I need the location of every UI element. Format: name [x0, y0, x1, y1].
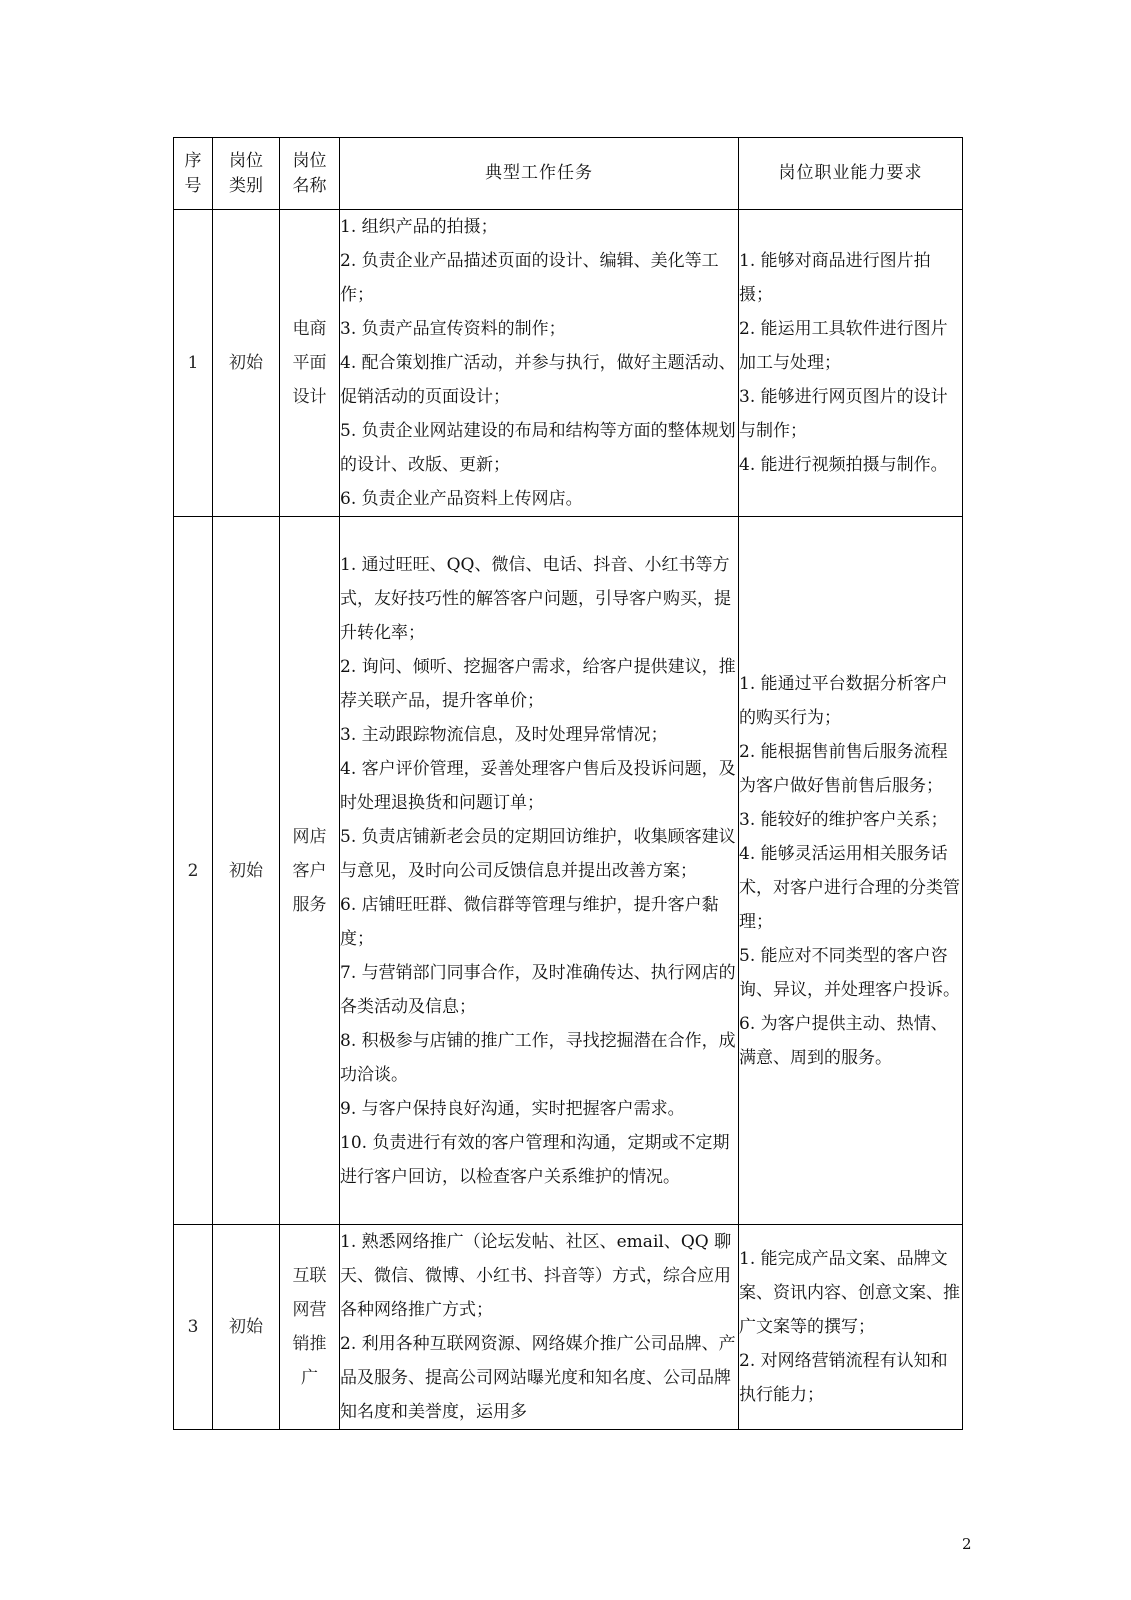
header-tasks: 典型工作任务	[340, 138, 739, 210]
task-item: 3. 主动跟踪物流信息，及时处理异常情况；	[340, 724, 668, 745]
row-category: 初始	[213, 517, 280, 1225]
task-item: 4. 配合策划推广活动，并参与执行，做好主题活动、促销活动的页面设计；	[340, 353, 736, 407]
task-item: 1. 组织产品的拍摄；	[340, 217, 498, 237]
row-tasks	[340, 517, 739, 1225]
task-item: 8. 积极参与店铺的推广工作，寻找挖掘潜在合作，成功洽谈。	[340, 1030, 736, 1085]
requirement-item: 3. 能够进行网页图片的设计与制作；	[739, 387, 948, 441]
header-name: 岗位 名称	[280, 138, 340, 210]
table-row	[174, 1225, 963, 1430]
task-item: 2. 询问、倾听、挖掘客户需求，给客户提供建议，推荐关联产品，提升客单价；	[340, 656, 736, 711]
requirement-item: 5. 能应对不同类型的客户咨询、异议，并处理客户投诉。	[739, 945, 960, 1000]
requirement-item: 3. 能较好的维护客户关系；	[739, 809, 948, 830]
task-item: 5. 负责店铺新老会员的定期回访维护，收集顾客建议与意见，及时向公司反馈信息并提出改善方案；	[340, 826, 736, 881]
header-requirements: 岗位职业能力要求	[739, 138, 963, 210]
table-row	[174, 210, 963, 517]
requirement-item: 1. 能通过平台数据分析客户的购买行为；	[739, 673, 948, 728]
row-index: 2	[174, 517, 213, 1225]
task-item: 1. 熟悉网络推广（论坛发帖、社区、email、QQ 聊天、微信、微博、小红书、抖音等）方式，综合应用各种网络推广方式；	[340, 1232, 732, 1320]
requirement-item: 2. 能运用工具软件进行图片加工与处理；	[739, 319, 948, 373]
task-item: 4. 客户评价管理，妥善处理客户售后及投诉问题，及时处理退换货和问题订单；	[340, 758, 736, 813]
row-tasks	[340, 1225, 739, 1430]
header-category: 岗位 类别	[213, 138, 280, 210]
row-requirements	[739, 1225, 963, 1430]
requirement-item: 1. 能完成产品文案、品牌文案、资讯内容、创意文案、推广文案等的撰写；	[739, 1249, 960, 1337]
task-item: 9. 与客户保持良好沟通，实时把握客户需求。	[340, 1098, 685, 1119]
header-row	[174, 138, 963, 210]
row-category: 初始	[213, 210, 280, 517]
row-job-name: 互联 网营 销推 广	[280, 1225, 340, 1430]
row-category: 初始	[213, 1225, 280, 1430]
job-table	[173, 137, 963, 1430]
task-item: 2. 负责企业产品描述页面的设计、编辑、美化等工作；	[340, 251, 719, 305]
requirement-item: 1. 能够对商品进行图片拍摄；	[739, 251, 931, 305]
requirement-item: 4. 能够灵活运用相关服务话术，对客户进行合理的分类管理；	[739, 843, 960, 932]
task-item: 7. 与营销部门同事合作，及时准确传达、执行网店的各类活动及信息；	[340, 962, 736, 1017]
row-job-name: 电商 平面 设计	[280, 210, 340, 517]
task-item: 3. 负责产品宣传资料的制作；	[340, 319, 566, 339]
row-index: 1	[174, 210, 213, 517]
task-item: 6. 店铺旺旺群、微信群等管理与维护，提升客户黏度；	[340, 894, 719, 949]
row-index: 3	[174, 1225, 213, 1430]
requirement-item: 4. 能进行视频拍摄与制作。	[739, 455, 948, 475]
row-job-name: 网店 客户 服务	[280, 517, 340, 1225]
requirement-item: 2. 能根据售前售后服务流程为客户做好售前售后服务；	[739, 741, 948, 796]
table-row	[174, 517, 963, 1225]
row-tasks	[340, 210, 739, 517]
page-number: 2	[962, 1535, 972, 1553]
row-requirements	[739, 517, 963, 1225]
task-item: 6. 负责企业产品资料上传网店。	[340, 489, 583, 509]
row-requirements	[739, 210, 963, 517]
task-item: 1. 通过旺旺、QQ、微信、电话、抖音、小红书等方式，友好技巧性的解答客户问题，引导客户购买，提升转化率；	[340, 554, 731, 643]
requirement-item: 6. 为客户提供主动、热情、满意、周到的服务。	[739, 1013, 948, 1068]
task-item: 10. 负责进行有效的客户管理和沟通，定期或不定期进行客户回访，以检查客户关系维护的情况。	[340, 1132, 730, 1187]
task-item: 5. 负责企业网站建设的布局和结构等方面的整体规划的设计、改版、更新；	[340, 421, 736, 475]
requirement-item: 2. 对网络营销流程有认知和执行能力；	[739, 1351, 948, 1405]
task-item: 2. 利用各种互联网资源、网络媒介推广公司品牌、产品及服务、提高公司网站曝光度和知名度、公司品牌知名度和美誉度，运用多	[340, 1334, 736, 1422]
header-index: 序 号	[174, 138, 213, 210]
